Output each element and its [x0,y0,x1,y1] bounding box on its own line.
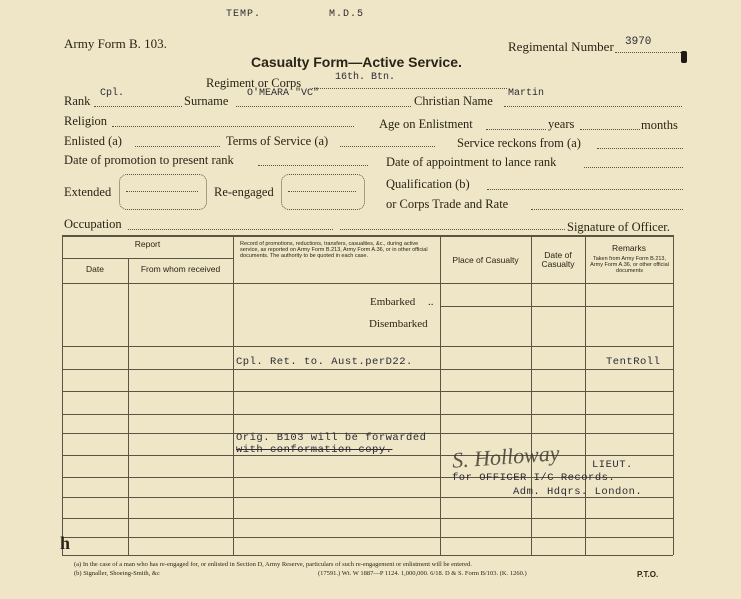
trade-dots [531,209,683,210]
enlisted-dots [135,146,220,147]
surname-dots [236,106,411,107]
occupation-dots [128,229,333,230]
date-casualty-header: Date of Casualty [541,250,575,269]
age-label: Age on Enlistment [379,117,473,131]
footnote-b: (b) Signaller, Shoeing-Smith, &c [74,570,160,577]
regiment-label: Regiment or Corps [206,76,302,90]
regiment-value: 16th. Btn. [335,72,396,83]
signature-label: Signature of Officer. [567,220,670,234]
religion-dots [112,126,354,127]
print-info: (17591.) Wt. W 1887—P 1124. 1,000,000. 6/18. D & S. Form B/103. (K. 1260.) [318,570,527,577]
form-name: Army Form B. 103. [64,36,167,51]
reckons-label: Service reckons from (a) [457,136,581,150]
extended-label: Extended [64,185,112,199]
lieut-stamp: LIEUT. [592,459,633,471]
pto-label: P.T.O. [637,570,659,579]
entry-orig-b103: Orig. B103 will be forwarded [236,432,427,444]
christian-name-value: Martin [508,88,545,99]
officer-signature: S. Holloway [451,440,561,473]
margin-ink-mark: h [60,533,71,553]
regimental-number-dots [615,52,685,53]
promotion-label: Date of promotion to present rank [64,153,234,167]
officer-ic-records: for OFFICER I/C Records. [452,472,616,484]
reengaged-brace [281,174,365,210]
entry-remark-tentroll: TentRoll [606,356,661,368]
md-stamp: M.D.5 [329,9,365,20]
ink-mark-icon [681,51,687,63]
lance-rank-label: Date of appointment to lance rank [386,155,557,169]
christian-name-label: Christian Name [414,94,493,108]
surname-value: O'MEARA "VC" [247,88,320,99]
signature-dots [340,229,565,230]
qualification-label: Qualification (b) [386,177,470,191]
christian-name-dots [504,106,682,107]
form-title: Casualty Form—Active Service. [251,54,462,70]
footnote-a: (a) In the case of a man who has re-engaged for, or enlisted in Section D, Army Reserve, particulars of such re-engagement or enlistment will be entered. [74,561,472,568]
remarks-header: Remarks [611,243,646,253]
disembarked-label: Disembarked [369,318,428,330]
remarks-subheader: Taken from Army Form B.213, Army Form A.36, or other official documents [590,256,669,274]
reckons-dots [597,148,683,149]
reengaged-mid-dots [288,191,356,192]
reengaged-label: Re-engaged [214,185,274,199]
rank-label: Rank [64,94,91,108]
terms-label: Terms of Service (a) [226,134,329,148]
enlisted-label: Enlisted (a) [64,134,122,148]
extended-mid-dots [126,191,198,192]
religion-label: Religion [64,114,108,128]
temp-stamp: TEMP. [226,9,262,20]
date-header: Date [86,264,104,274]
extended-brace [119,174,207,210]
promotion-dots [258,165,368,166]
entry-conformation-copy: with conformation copy. [236,444,393,456]
rank-dots [94,106,182,107]
rank-value: Cpl. [100,88,125,99]
adm-hdqrs-london: Adm. Hdqrs. London. [513,486,643,498]
age-years-dots [486,129,546,130]
qualification-dots [487,189,683,190]
from-whom-header: From whom received [140,264,221,274]
months-label: months [641,118,678,132]
regimental-number-label: Regimental Number [508,39,614,54]
record-header: Record of promotions, reductions, transfers, casualties, &c., during active service, as reported on Army Form B.213, Army Form A.36, or in other official documents. The authority to be quoted in each case. [240,241,428,259]
regiment-dots [312,88,507,89]
occupation-label: Occupation [64,217,122,231]
report-header: Report [134,239,161,249]
regimental-number-value: 3970 [625,36,652,48]
trade-label: or Corps Trade and Rate [386,197,509,211]
embarked-label: Embarked [370,296,416,308]
years-label: years [548,117,575,131]
surname-label: Surname [184,94,229,108]
lance-rank-dots [584,167,683,168]
embarked-dots: .. [428,296,434,308]
age-months-dots [580,129,640,130]
terms-dots [340,146,435,147]
entry-return-to-australia: Cpl. Ret. to. Aust.perD22. [236,356,413,368]
place-header: Place of Casualty [452,255,519,265]
